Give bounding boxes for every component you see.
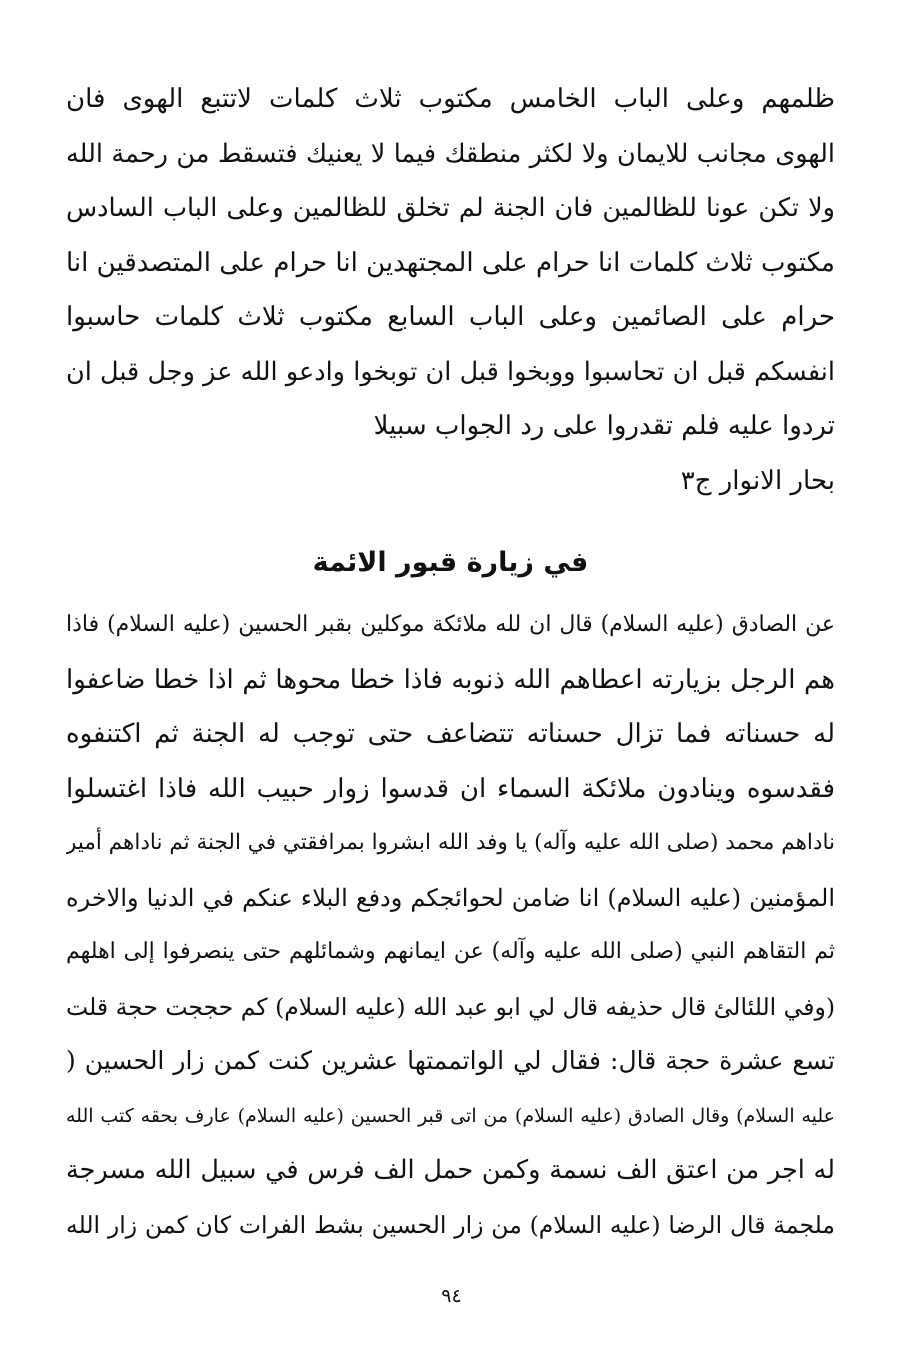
text-line: (وفي اللئالئ قال حذيفه قال لي ابو عبد الله (عليه السلام) كم حججت حجة قلت — [66, 992, 835, 1021]
text-line: فقدسوه وينادون ملائكة السماء ان قدسوا زوار حبيب الله فاذا اغتسلوا — [66, 773, 835, 804]
text-line: عليه السلام) وقال الصادق (عليه السلام) من اتى قبر الحسين (عليه السلام) عارف بحقه كتب الله — [66, 1104, 835, 1127]
text-line: تسع عشرة حجة قال: فقال لي الواتممتها عشرين كنت كمن زار الحسين ( — [66, 1046, 835, 1075]
text-line: مكتوب ثلاث كلمات انا حرام على المجتهدين انا حرام على المتصدقين انا — [66, 247, 835, 278]
text-line: له حسناته فما تزال حسناته تتضاعف حتى توجب له الجنة ثم اكتنفوه — [66, 719, 835, 749]
text-line: ثم التقاهم النبي (صلى الله عليه وآله) عن ايمانهم وشمائلهم حتى ينصرفوا إلى اهلهم — [66, 939, 835, 964]
text-line: له اجر من اعتق الف نسمة وكمن حمل الف فرس في سبيل الله مسرجة — [66, 1155, 835, 1185]
text-line: المؤمنين (عليه السلام) انا ضامن لحوائجكم ودفع البلاء عنكم في الدنيا والاخره — [66, 883, 835, 912]
section-heading: في زيارة قبور الائمة — [312, 547, 589, 578]
text-line: ناداهم محمد (صلى الله عليه وآله) يا وفد الله ابشروا بمرافقتي في الجنة ثم ناداهم أمير — [66, 830, 835, 855]
text-line: عن الصادق (عليه السلام) قال ان لله ملائكة موكلين بقبر الحسين (عليه السلام) فاذا — [66, 612, 835, 637]
text-line: ملجمة قال الرضا (عليه السلام) من زار الحسين بشط الفرات كان كمن زار الله — [66, 1210, 835, 1239]
text-line: ولا تكن عونا للظالمين فان الجنة لم تخلق للظالمين وعلى الباب السادس — [66, 193, 835, 223]
page-number: ٩٤ — [441, 1285, 462, 1307]
source-citation: بحار الانوار ج٣ — [680, 465, 835, 496]
text-line: هم الرجل بزيارته اعطاهم الله ذنوبه فاذا خطا محوها ثم اذا خطا ضاعفوا — [66, 664, 835, 695]
text-line: انفسكم قبل ان تحاسبوا ووبخوا قبل ان توبخوا وادعو الله عز وجل قبل ان — [66, 356, 835, 387]
text-line: الهوى مجانب للايمان ولا لكثر منطقك فيما لا يعنيك فتسقط من رحمة الله — [66, 138, 835, 169]
text-line: ظلمهم وعلى الباب الخامس مكتوب ثلاث كلمات لاتتبع الهوى فان — [66, 84, 835, 114]
text-line: تردوا عليه فلم تقدروا على رد الجواب سبيلا — [373, 411, 835, 441]
paragraph-1 — [66, 72, 835, 454]
text-line: حرام على الصائمين وعلى الباب السابع مكتوب ثلاث كلمات حاسبوا — [66, 302, 835, 332]
paragraph-2 — [66, 598, 835, 1252]
text-block — [66, 72, 835, 1252]
